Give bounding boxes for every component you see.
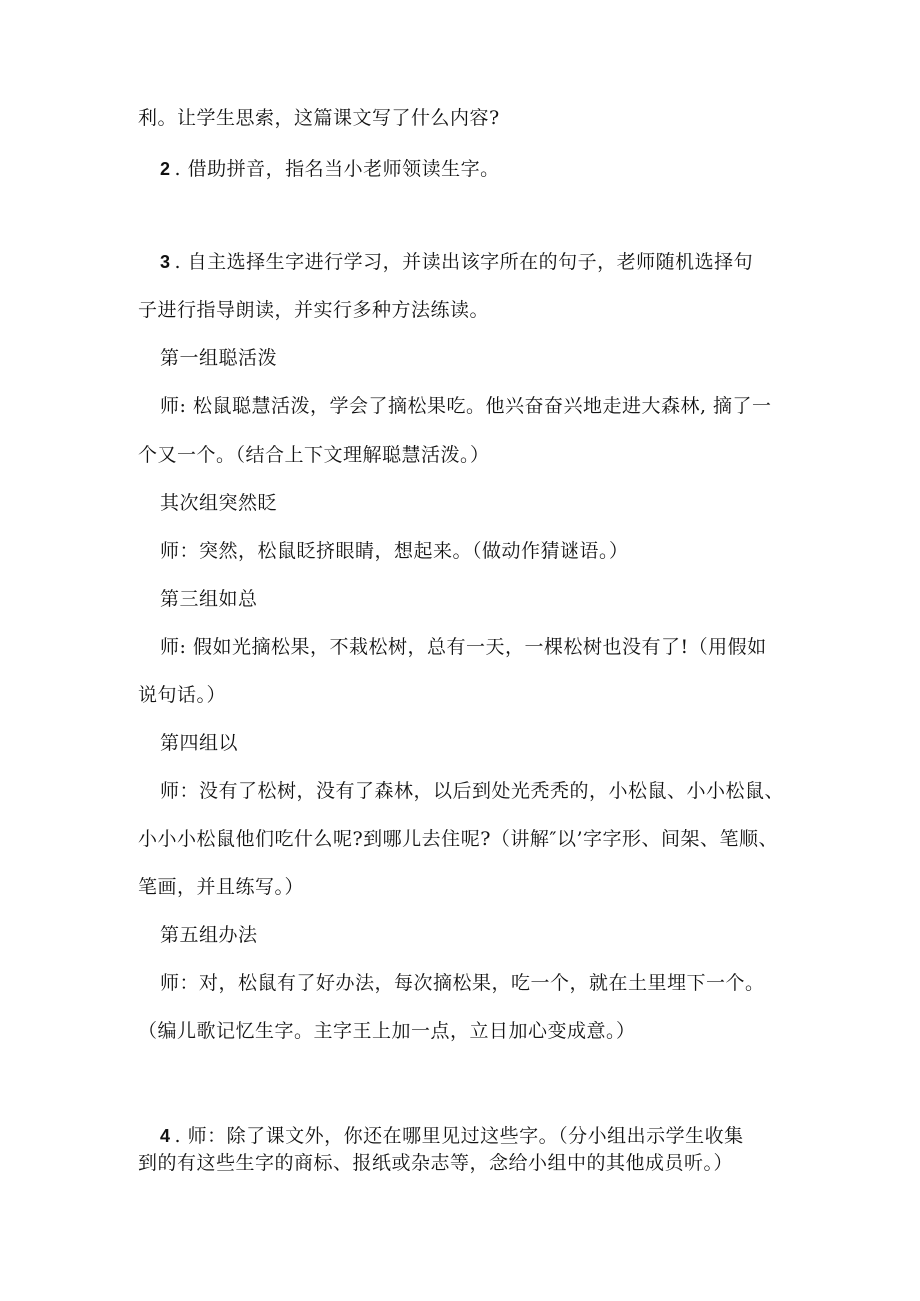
line-text: 师: 假如光摘松果，不栽松树，总有一天，一棵松树也没有了!（用假如 <box>160 636 767 658</box>
line-text: 师：突然，松鼠眨挤眼睛，想起来。（做动作猜谜语。） <box>160 540 629 562</box>
text-line <box>160 539 629 563</box>
line-text: 说句话。） <box>138 684 227 706</box>
line-text: . 借助拼音，指名当小老师领读生字。 <box>174 158 500 180</box>
text-line <box>138 875 304 899</box>
line-text: 个又一个。（结合上下文理解聪慧活泼。） <box>138 444 490 466</box>
text-line <box>138 827 778 851</box>
list-number: 4 <box>160 1126 171 1146</box>
line-text: 第三组如总 <box>160 588 258 610</box>
text-line <box>138 443 490 467</box>
line-text: . 自主选择生字进行学习，并读出该字所在的句子，老师随机选择句 <box>174 251 754 273</box>
text-line <box>160 394 772 418</box>
text-line <box>160 587 258 611</box>
list-number: 2 <box>160 159 171 179</box>
text-line <box>138 106 500 130</box>
line-text: 笔画，并且练写。） <box>138 876 305 898</box>
line-text: 第四组以 <box>160 732 239 754</box>
line-text: 师: 松鼠聪慧活泼，学会了摘松果吃。他兴奋奋兴地走进大森林, 摘了一 <box>160 395 772 417</box>
line-text: 第一组聪活泼 <box>160 347 278 369</box>
text-line <box>160 1124 744 1148</box>
text-line <box>160 250 753 274</box>
text-line <box>160 923 258 947</box>
text-line <box>160 779 784 803</box>
line-text: 小小小松鼠他们吃什么呢?到哪儿去住呢?（讲解″以’字字形、间架、笔顺、 <box>138 828 779 850</box>
text-line <box>160 971 765 995</box>
line-text: 子进行指导朗读，并实行多种方法练读。 <box>138 299 490 321</box>
text-line <box>160 635 767 659</box>
text-line <box>138 1019 636 1043</box>
line-text: 其次组突然眨 <box>160 492 278 514</box>
line-text: 利。让学生思索，这篇课文写了什么内容? <box>138 107 500 129</box>
text-line <box>160 731 238 755</box>
line-text: 第五组办法 <box>160 924 258 946</box>
line-text: （编儿歌记忆生字。主字王上加一点，立日加心变成意。） <box>138 1020 636 1042</box>
text-line <box>160 346 277 370</box>
text-line <box>138 683 226 707</box>
text-line <box>160 491 277 515</box>
text-line <box>160 157 500 181</box>
line-text: . 师：除了课文外，你还在哪里见过这些字。（分小组出示学生收集 <box>174 1125 744 1147</box>
text-line <box>138 1151 733 1175</box>
line-text: 师：没有了松树，没有了森林，以后到处光秃秃的，小松鼠、小小松鼠、 <box>160 780 785 802</box>
list-number: 3 <box>160 252 171 272</box>
line-text: 到的有这些生字的商标、报纸或杂志等，念给小组中的其他成员听。） <box>138 1152 734 1174</box>
text-line <box>138 298 489 322</box>
line-text: 师：对，松鼠有了好办法，每次摘松果，吃一个，就在土里埋下一个。 <box>160 972 765 994</box>
